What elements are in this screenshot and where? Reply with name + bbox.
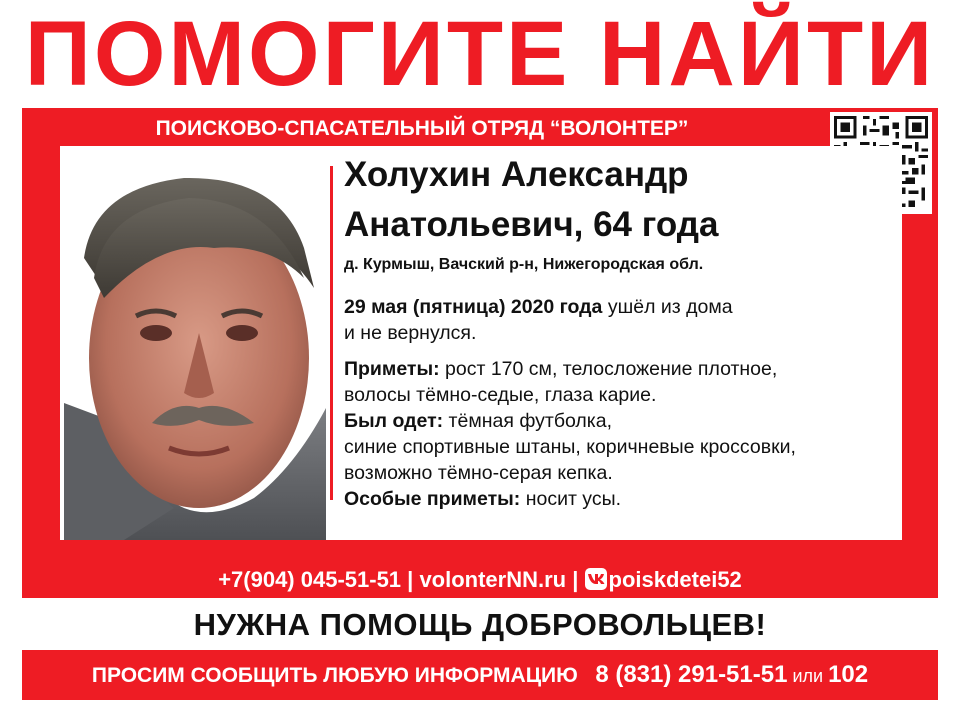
spacer (344, 346, 900, 356)
report-line (22, 650, 938, 700)
incident-text: ушёл из дома (602, 296, 733, 318)
special-signs-text: носит усы. (520, 488, 622, 510)
missing-person-photo (64, 168, 326, 540)
separator: | (401, 567, 420, 592)
person-name (344, 150, 884, 250)
organization-name: ПОИСКОВО-СПАСАТЕЛЬНЫЙ ОТРЯД “ВОЛОНТЕР” (155, 117, 689, 140)
contacts-bar (22, 562, 938, 598)
report-or: или (787, 666, 829, 686)
clothes-line-2: синие спортивные штаны, коричневые кроссовки, (344, 436, 796, 458)
signs-text: рост 170 см, телосложение плотное, (439, 358, 778, 380)
special-signs-label: Особые приметы: (344, 488, 521, 510)
details-block (344, 294, 900, 512)
clothes-line-1 (344, 408, 900, 434)
clothes-text: тёмная футболка, (443, 410, 613, 432)
contact-vk-group[interactable]: poiskdetei52 (608, 567, 742, 592)
contact-website[interactable]: volonterNN.ru (419, 567, 567, 592)
clothes-line-3: возможно тёмно-серая кепка. (344, 462, 613, 484)
portrait-illustration (64, 168, 326, 540)
volunteers-call: НУЖНА ПОМОЩЬ ДОБРОВОЛЬЦЕВ! (193, 607, 767, 642)
signs-label: Приметы: (344, 358, 440, 380)
person-name-line-1: Холухин Александр (344, 155, 689, 194)
incident-line-2: и не вернулся. (344, 322, 477, 344)
special-signs-line (344, 486, 900, 512)
separator: | (566, 567, 585, 592)
clothes-label: Был одет: (344, 410, 444, 432)
person-address: д. Курмыш, Вачский р-н, Нижегородская обл. (344, 256, 704, 273)
report-text: ПРОСИМ СООБЩИТЬ ЛЮБУЮ ИНФОРМАЦИЮ (91, 664, 578, 687)
contact-phone[interactable]: +7(904) 045-51-51 (218, 567, 402, 592)
red-divider (330, 166, 333, 500)
signs-line-1 (344, 356, 900, 382)
incident-date: 29 мая (пятница) 2020 года (344, 296, 603, 318)
report-emergency-number[interactable]: 102 (828, 661, 869, 688)
person-name-line-2: Анатольевич, 64 года (344, 205, 719, 244)
signs-line-2: волосы тёмно-седые, глаза карие. (344, 384, 657, 406)
vk-icon (585, 568, 607, 590)
page-title: ПОМОГИТЕ НАЙТИ (24, 3, 936, 105)
report-phone[interactable]: 8 (831) 291-51-51 (595, 661, 788, 688)
incident-line-1 (344, 294, 900, 320)
